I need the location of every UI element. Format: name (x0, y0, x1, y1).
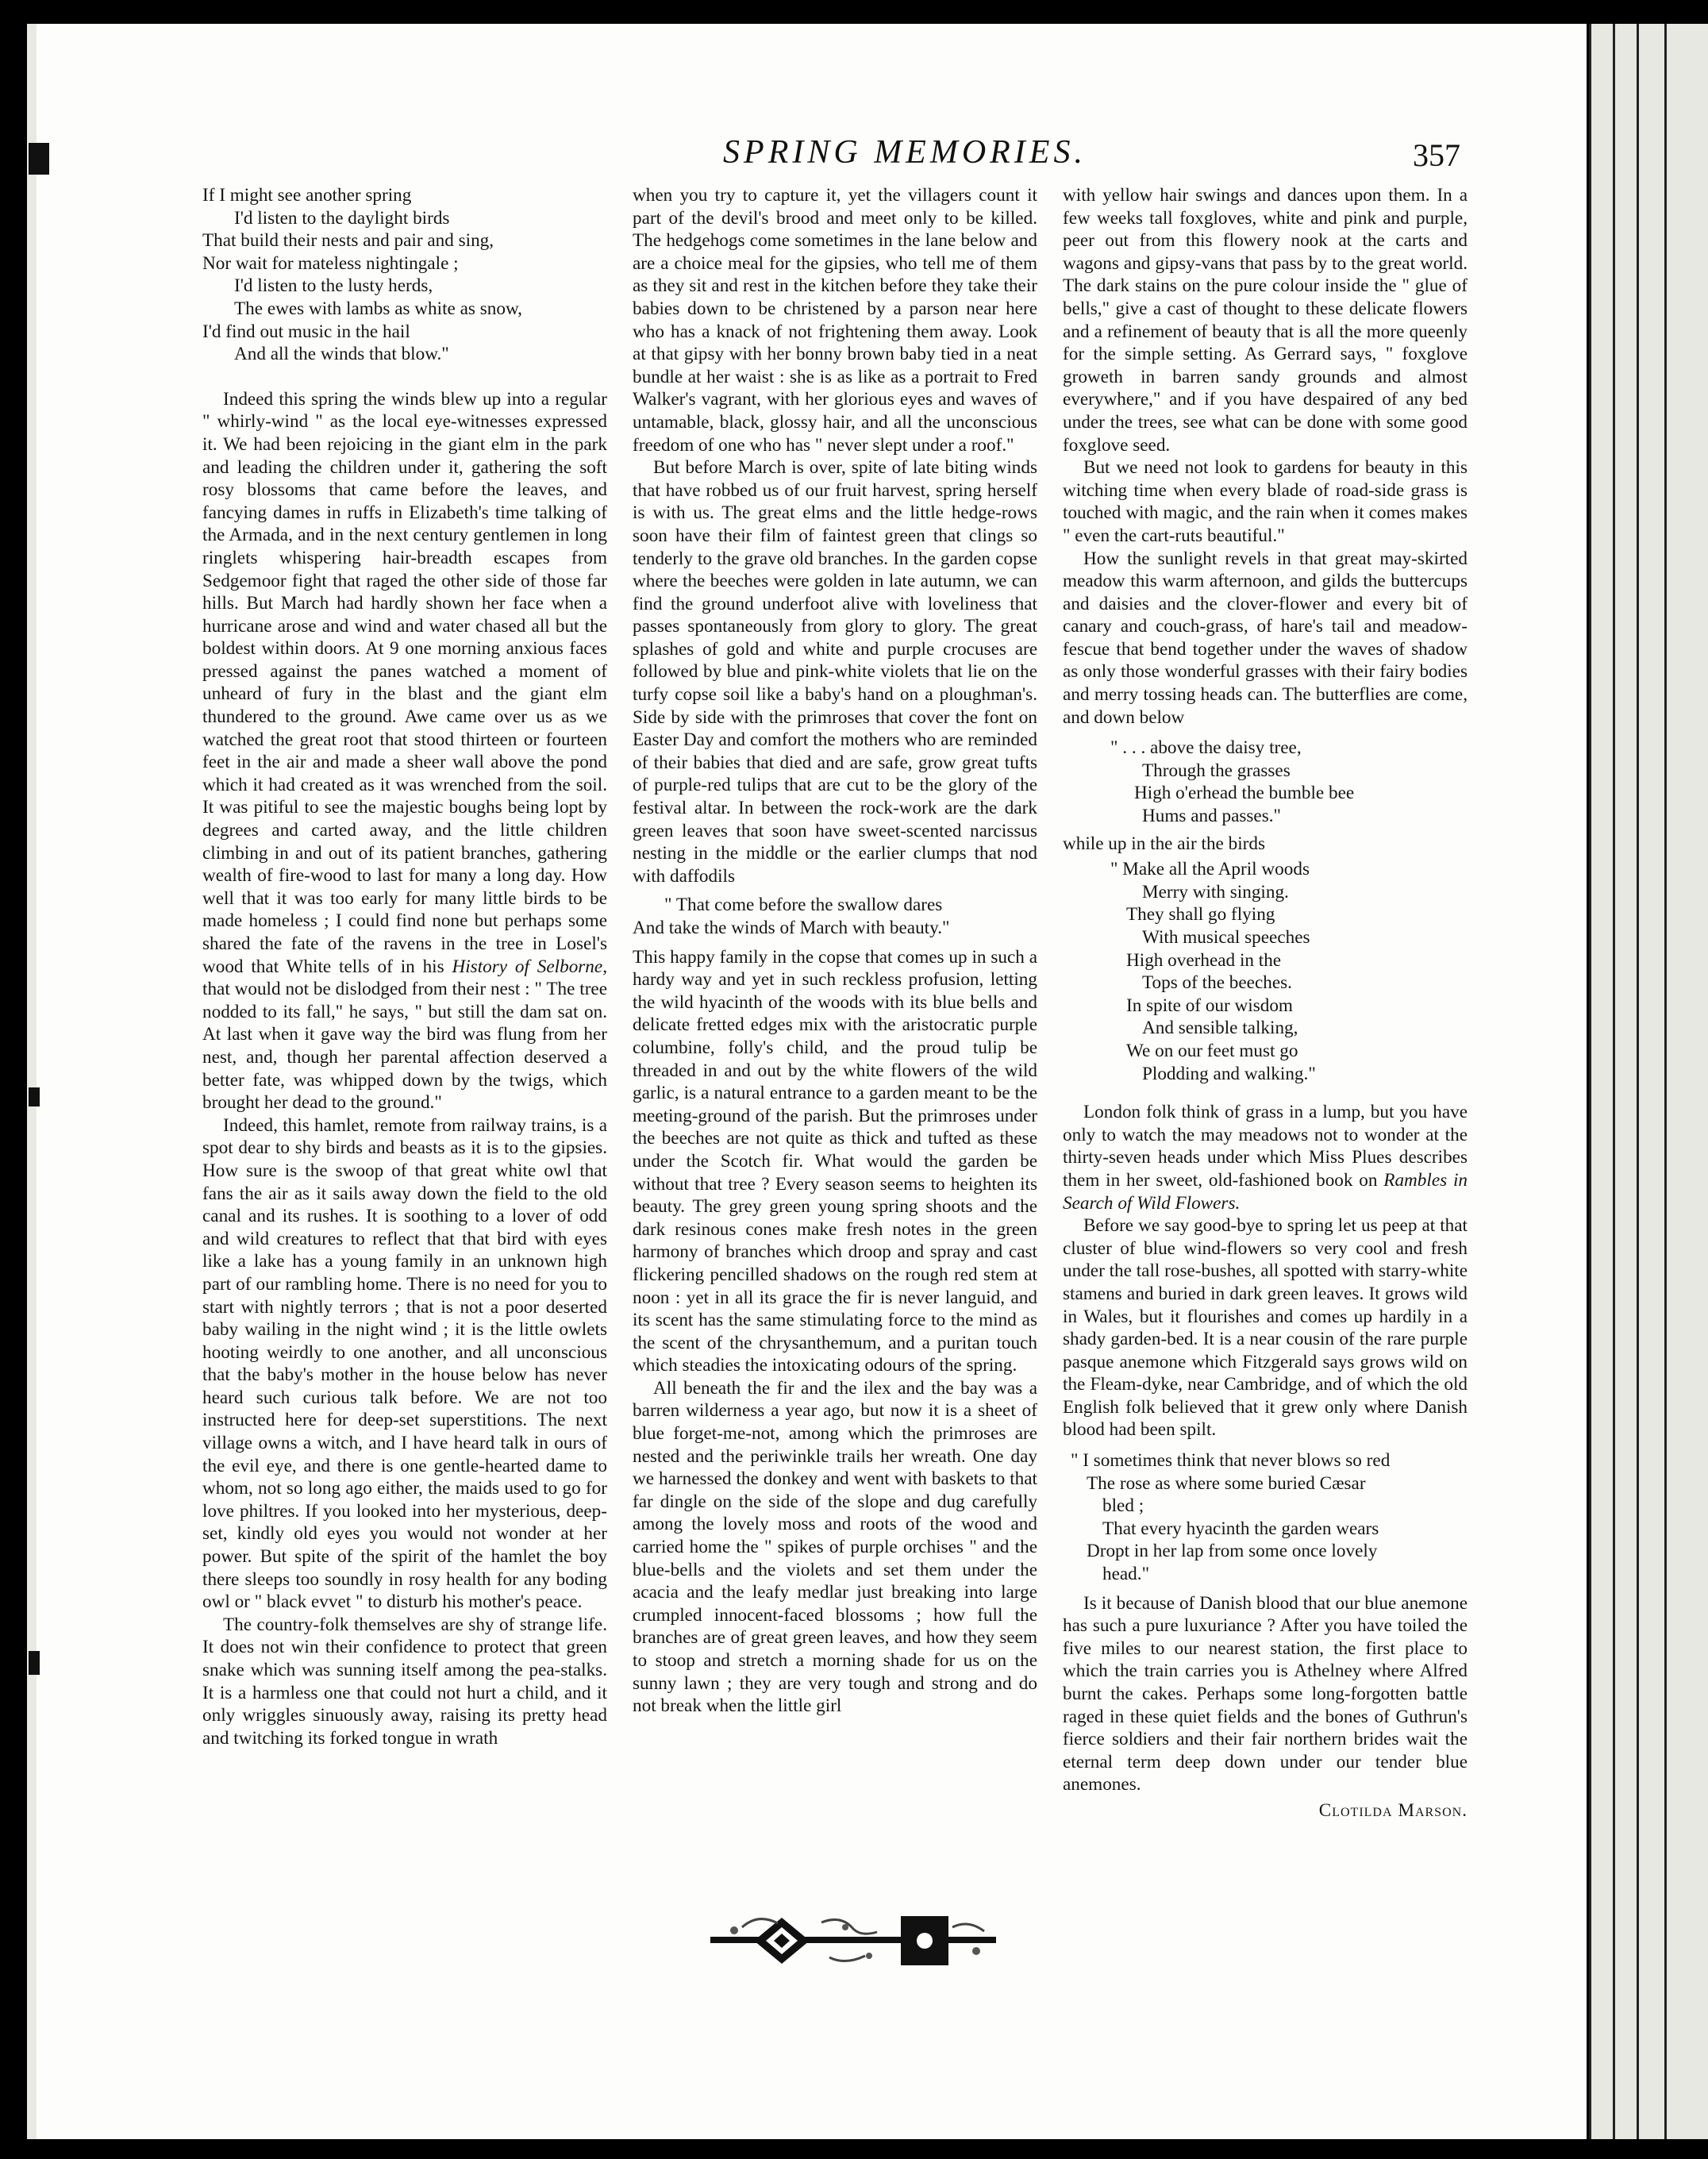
paragraph: This happy family in the copse that comes up in such a hardy way and yet in such reckless profusion, letting the wild hyacinth of the woods with its blue bells and delicate fretted edges mix with the aristocratic purple columbine, folly's child, and the proud tulip be threaded in and out by the white flowers of the wild garlic, is a natural entrance to a garden meant to be the meeting-ground of the parish. But the primroses under the beeches are not quite as thick and tufted as these under the Scotch fir. What would the garden be without that tree ? Every season seems to heighten its beauty. The grey green young spring shoots and the dark resinous cones make fresh notes in the green harmony of branches which droop and spray and cast flickering pencilled shadows on the rough red stem at noon : yet in all its grace the fir is never languid, and its scent has the same stimulating force to the mind as the scent of the chrysanthemum, and a puritan touch which steadies the intoxicating odours of the spring. (633, 946, 1037, 1376)
poem-stanza (202, 184, 607, 366)
verse-line: head." (1102, 1564, 1150, 1585)
verse-line: Nor wait for mateless nightingale ; (202, 252, 459, 274)
verse-line: That build their nests and pair and sing, (202, 230, 494, 252)
paragraph: Indeed, this hamlet, remote from railway trains, is a spot dear to shy birds and beasts as it is to the gipsies. How sure is the swoop of that great white owl that fans the air as it sails away down the field to the old canal and its rushes. It is soothing to a lover of odd and wild creatures to reflect that that bird with eyes like a lake has a young family in an unknown high part of our rambling home. There is no need for you to start with nightly terrors ; that is not a poor deserted baby wailing in the night wind ; it is the little owlets hooting weirdly to one another, and all unconscious that the baby's mother in the house below has never heard such curious talk before. We are not too instructed here for deep-set superstitions. The next village owns a witch, and I have heard talk in ours of the evil eye, and there is one gentle-hearted dame to whom, not so long ago either, the maids used to go for love philtres. If you looked into her mysterious, deep-set, kindly old eyes you would not wonder at her power. But spite of the spirit of the hamlet the boy there sleeps too soundly in rosy health for any boding owl or " black evvet " to disturb his mother's peace. (202, 1114, 607, 1613)
verse-line: bled ; (1102, 1495, 1144, 1517)
verse-line: I'd listen to the lusty herds, (234, 275, 433, 297)
paragraph: London folk think of grass in a lump, but you have only to watch the may meadows not to wonder at the thirty-seven heads under which Miss Plues describes them in her sweet, old-fashioned book on Rambles in Search of Wild Flowers. (1063, 1102, 1468, 1214)
verse-line: That every hyacinth the garden wears (1102, 1518, 1379, 1539)
column-1 (202, 184, 607, 1749)
verse-line: Plodding and walking." (1142, 1063, 1316, 1084)
paragraph: Before we say good-bye to spring let us peep at that cluster of blue wind-flowers so very cool and fresh under the tall rose-bushes, all spotted with starry-white stamens and buried in dark green leaves. It grows wild in Wales, but it flourishes and comes up hardily in a shady garden-bed. It is a near cousin of the rare purple pasque anemone which Fitzgerald says grows wild on the Fleam-dyke, near Cambridge, and of which the old English folk believed that it grew only where Danish blood had been spilt. (1063, 1215, 1468, 1441)
paragraph: But we need not look to gardens for beauty in this witching time when every blade of road-side grass is touched with magic, and the rain when it comes makes " even the cart-ruts beautiful." (1063, 457, 1468, 546)
verse-line: " Make all the April woods (1110, 859, 1310, 880)
verse-line: In spite of our wisdom (1126, 995, 1293, 1016)
verse-line: We on our feet must go (1126, 1040, 1298, 1061)
verse-line: High o'erhead the bumble bee (1134, 783, 1355, 804)
verse-line: " I sometimes think that never blows so red (1071, 1450, 1391, 1472)
paragraph: when you try to capture it, yet the villagers count it part of the devil's brood and meet only to be killed. The hedgehogs come sometimes in the lane below and are a choice meal for the gipsies, who tell me of them as they sit and rest in the kitchen before they take their babies down to be christened by a parson near here who has a knack of not frightening them away. Look at that gipsy with her bonny brown baby tied in a neat bundle at her waist : she is as like as a portrait to Fred Walker's vagrant, with her glorious eyes and waves of untamable, black, glossy hair, and all the unconscious freedom of one who has " never slept under a roof." (633, 185, 1037, 456)
paragraph: The country-folk themselves are shy of strange life. It does not win their confidence to protect that green snake which was sunning itself among the pea-stalks. It is a harmless one that could not hurt a child, and it only wriggles sinuously away, raising its pretty head and twitching its forked tongue in wrath (202, 1614, 607, 1749)
gutter-mark (29, 1087, 40, 1106)
paragraph: All beneath the fir and the ilex and the bay was a barren wilderness a year ago, but now it is a sheet of blue forget-me-not, among which the primroses are nested and the periwinkle trails her wreath. One day we harnessed the donkey and went with baskets to that far dingle on the side of the slope and dug carefully among the lovely moss and roots of the wood and carried home the " spikes of purple orchises " and the blue-bells and the violets and set them under the acacia and the leafy medlar just breaking into large crumpled innocent-faced blossoms ; how full the branches are of great green leaves, and how they seem to stoop and stretch a morning shade for us on the sunny lawn ; they are very tough and strong and do not break when the little girl (633, 1377, 1037, 1717)
verse-line: If I might see another spring (202, 185, 412, 206)
poem-stanza (633, 894, 1037, 939)
gutter-mark (29, 1651, 40, 1675)
poem-stanza (1110, 858, 1468, 1085)
decorative-ornament (710, 1911, 996, 1970)
poem-stanza (1071, 1449, 1468, 1586)
verse-line: " . . . above the daisy tree, (1110, 737, 1302, 759)
running-title: SPRING MEMORIES. (723, 134, 1087, 171)
verse-line: I'd find out music in the hail (202, 321, 410, 342)
gutter-mark (29, 143, 49, 175)
page-number: 357 (1413, 137, 1460, 173)
verse-line: The ewes with lambs as white as snow, (234, 298, 522, 319)
verse-line: Hums and passes." (1142, 806, 1281, 827)
verse-line: Merry with singing. (1142, 881, 1289, 902)
paragraph: while up in the air the birds (1063, 833, 1266, 854)
column-3 (1063, 184, 1468, 1822)
page-edge-stack (1589, 24, 1708, 2139)
paragraph: But before March is over, spite of late biting winds that have robbed us of our fruit harvest, spring herself is with us. The great elms and the little hedge-rows soon have their film of faintest green that clings so tenderly to the grave old branches. In the garden copse where the beeches were golden in late autumn, we can find the ground underfoot alive with loveliness that passes spontaneously from glory to glory. The great splashes of gold and white and purple crocuses are followed by blue and pink-white violets that lie on the turfy copse soil like a baby's hand on a ploughman's. Side by side with the primroses that cover the font on Easter Day and comfort the mothers who are reminded of their babies that died and are safe, grow great tufts of purple-red tulips that are cut to be the glory of the festival altar. In between the rock-work are the dark green leaves that soon have sweet-scented narcissus nesting in the middle or the earlier clumps that nod with daffodils (633, 457, 1037, 887)
verse-line: With musical speeches (1142, 927, 1310, 948)
paragraph: Indeed this spring the winds blew up into a regular " whirly-wind " as the local eye-witnesses expressed it. We had been rejoicing in the giant elm in the park and leading the children under it, gathering the soft rosy blossoms that came before the leaves, and fancying dames in ruffs in Elizabeth's time talking of the Armada, and in the next century gentlemen in long ringlets whispering hair-breadth escapes from Sedgemoor fight that raged the other side of those far hills. But March had hardly shown her face when a hurricane arose and wind and water chased all but the boldest within doors. At 9 one morning anxious faces pressed against the panes watched a moment of unheard of fury in the blast and the giant elm thundered to the ground. Awe came over us as we watched the great root that stood thirteen or fourteen feet in the air and made a sheer wall above the pond which it had created as it was wrenched from the soil. It was pitiful to see the majestic boughs being lopt by degrees and carted away, and the little children climbing in and out of its patient branches, gathering wealth of fire-wood to last for many a long day. How well that it was too early for many little birds to be made homeless ; I could find none but perhaps some shared the fate of the ravens in the tree in Losel's wood that White tells of in his History of Selborne, that would not be dislodged from their nest : " The tree nodded to its fall," he says, " but still the dam sat on. At last when it gave way the bird was flung from her nest, and, though her parental affection deserved a better fate, was whipped down by the twigs, which brought her dead to the ground." (202, 388, 607, 1114)
verse-line: And sensible talking, (1142, 1018, 1298, 1039)
verse-line: Dropt in her lap from some once lovely (1087, 1541, 1378, 1562)
verse-line: " That come before the swallow dares (664, 895, 943, 916)
poem-stanza (1110, 737, 1468, 827)
binding-edge (27, 24, 37, 2139)
verse-line: And all the winds that blow." (234, 344, 449, 365)
verse-line: And take the winds of March with beauty." (633, 918, 950, 938)
paragraph: How the sunlight revels in that great may-skirted meadow this warm afternoon, and gilds the buttercups and daisies and the clover-flower and every bit of canary and couch-grass, of hare's tail and meadow-fescue that bend together under the waves of shadow as only those wonderful grasses with their fairy bodies and merry tossing heads can. The butterflies are come, and down below (1063, 548, 1468, 728)
book-title: History of Selborne, (452, 956, 607, 977)
paragraph: with yellow hair swings and dances upon them. In a few weeks tall foxgloves, white and pink and purple, peer out from this flowery nook at the carts and wagons and gipsy-vans that pass by to the great world. The dark stains on the pure colour inside the " glue of bells," give a cast of thought to these delicate flowers and a refinement of beauty that is all the more queenly for the simple setting. As Gerrard says, " foxglove groweth in barren sandy grounds and almost everywhere," and if you have despaired of any bed under the trees, see what can be done with some good foxglove seed. (1063, 185, 1468, 456)
verse-line: Tops of the beeches. (1142, 972, 1292, 994)
verse-line: High overhead in the (1126, 949, 1282, 971)
verse-line: Through the grasses (1142, 760, 1291, 781)
column-2 (633, 184, 1037, 1718)
verse-line: They shall go flying (1126, 904, 1275, 926)
author-signature: Clotilda Marson. (1318, 1799, 1468, 1821)
verse-line: The rose as where some buried Cæsar (1087, 1472, 1366, 1494)
paragraph: Is it because of Danish blood that our blue anemone has such a pure luxuriance ? After you have toiled the five miles to our nearest station, the first place to which the train carries you is Athelney where Alfred burnt the cakes. Perhaps some long-forgotten battle raged in these quiet fields and the bones of Guthrun's fierce soldiers and their fair northern brides wait the eternal term deep down under our tender blue anemones. (1063, 1592, 1468, 1795)
book-title: Rambles in Search of Wild Flowers. (1063, 1169, 1468, 1214)
verse-line: I'd listen to the daylight birds (234, 207, 450, 229)
